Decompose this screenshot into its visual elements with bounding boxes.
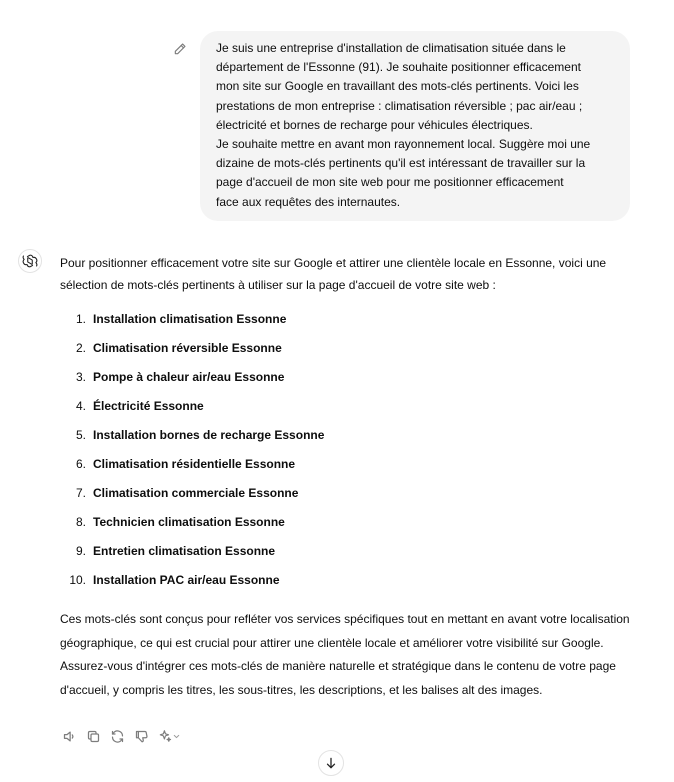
model-switch-button[interactable] (156, 727, 182, 745)
copy-icon (86, 729, 101, 744)
thumbs-down-icon (134, 729, 149, 744)
list-item-number: 2. (75, 340, 86, 355)
read-aloud-button[interactable] (60, 727, 78, 745)
refresh-icon (110, 729, 125, 744)
pencil-icon (173, 42, 187, 56)
list-item-text: Pompe à chaleur air/eau Essonne (93, 369, 285, 384)
user-message-row (0, 31, 674, 221)
list-item-number: 5. (75, 427, 86, 442)
list-item (60, 449, 640, 478)
list-item (60, 333, 640, 362)
list-item-text: Entretien climatisation Essonne (93, 543, 276, 558)
list-item-text: Climatisation réversible Essonne (93, 340, 282, 355)
list-item (60, 362, 640, 391)
sparkle-icon (158, 729, 172, 743)
list-item-number: 10. (69, 572, 86, 587)
assistant-avatar (18, 249, 42, 273)
list-item-text: Climatisation commerciale Essonne (93, 485, 299, 500)
assistant-outro: Ces mots-clés sont conçus pour refléter vos services spécifiques tout en mettant en avant votre localisation géographique, ce qui est crucial pour attirer une clientèle locale et améliorer votre visibilité sur Google. Assurez-vous d'intégrer ces mots-clés de manière naturelle et stratégique dans le contenu de votre page d'accueil, y compris les titres, les sous-titres, les descriptions, et les balises alt des images. (60, 612, 630, 697)
list-item (60, 391, 640, 420)
list-item-number: 4. (75, 398, 86, 413)
user-message-bubble (200, 31, 630, 221)
dislike-button[interactable] (132, 727, 150, 745)
list-item-text: Installation PAC air/eau Essonne (93, 572, 280, 587)
list-item (60, 536, 640, 565)
scroll-down-button[interactable] (318, 750, 344, 776)
list-item-text: Technicien climatisation Essonne (93, 514, 285, 529)
list-item (60, 478, 640, 507)
list-item-text: Électricité Essonne (93, 398, 204, 413)
regenerate-button[interactable] (108, 727, 126, 745)
list-item-text: Climatisation résidentielle Essonne (93, 456, 296, 471)
list-item-number: 6. (75, 456, 86, 471)
assistant-intro: Pour positionner efficacement votre site sur Google et attirer une clientèle locale en Essonne, voici une sélection de mots-clés pertinents à utiliser sur la page d'accueil de votre site web : (60, 256, 607, 292)
list-item (60, 565, 640, 594)
list-item-number: 7. (75, 485, 86, 500)
list-item-number: 1. (75, 311, 86, 326)
list-item-number: 9. (75, 543, 86, 558)
assistant-logo-icon (22, 253, 38, 269)
assistant-message (60, 252, 640, 702)
keyword-list (60, 304, 640, 594)
list-item-number: 3. (75, 369, 86, 384)
list-item-number: 8. (75, 514, 86, 529)
chevron-down-icon (172, 732, 181, 741)
copy-button[interactable] (84, 727, 102, 745)
list-item-text: Installation climatisation Essonne (93, 311, 287, 326)
arrow-down-icon (324, 756, 338, 770)
list-item (60, 304, 640, 333)
user-message-text: Je suis une entreprise d'installation de climatisation située dans le département de l'Essonne (91). Je souhaite positionner efficacement mon site sur Google en travaillant des mots-clés pertinents. Voici les prestations de mon entreprise : climatisation réversible ; pac air/eau ; électricité et bornes de recharge pour véhicules électriques. Je souhaite mettre en avant mon rayonnement local. Suggère moi une dizaine de mots-clés pertinents qu'il est intéressant de travailler sur la page d'accueil de mon site web pour me positionner efficacement face aux requêtes des internautes. (216, 41, 591, 209)
list-item (60, 507, 640, 536)
message-actions (60, 727, 182, 745)
list-item-text: Installation bornes de recharge Essonne (93, 427, 325, 442)
speaker-icon (62, 729, 77, 744)
list-item (60, 420, 640, 449)
edit-message-button[interactable] (170, 39, 190, 59)
